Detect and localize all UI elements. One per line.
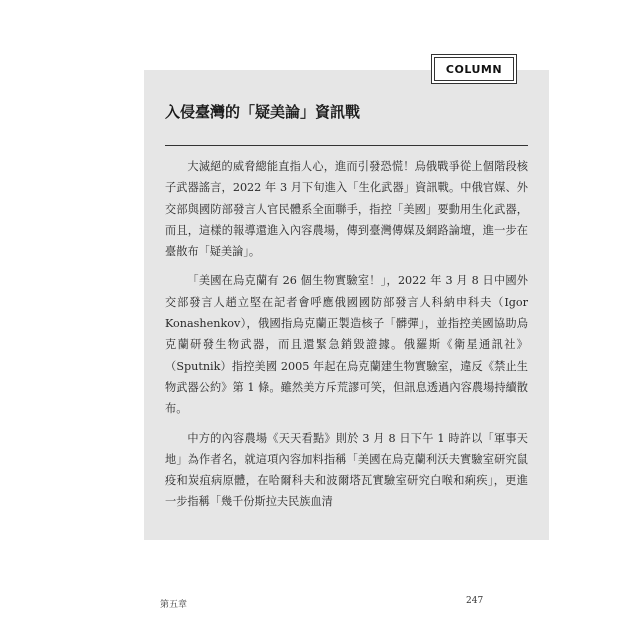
article-title: 入侵臺灣的「疑美論」資訊戰 bbox=[165, 103, 361, 121]
chapter-label: 第五章 bbox=[160, 600, 188, 610]
paragraph-2: 「美國在烏克蘭有 26 個生物實驗室！」，2022 年 3 月 8 日中國外交部發言人趙立堅在記者會呼應俄國國防部發言人科納申科夫（Igor Konashenkov），俄國指烏克蘭正製造核子「髒彈」，並指控美國協助烏克蘭研發生物武器，而且還緊急銷毀證據。俄羅斯《衛星通訊社》（Sputnik）指控美國 2005 年起在烏克蘭建生物實驗室，違反《禁止生物武器公約》第 1 條。雖然美方斥荒謬可笑，但訊息透過內容農場持續散布。 bbox=[165, 274, 528, 416]
article-body bbox=[165, 156, 528, 521]
page-number: 247 bbox=[466, 596, 484, 606]
column-badge-label: COLUMN bbox=[434, 57, 514, 81]
title-divider bbox=[165, 145, 528, 146]
column-badge bbox=[431, 54, 517, 84]
paragraph-1: 大滅絕的威脅總能直指人心，進而引發恐慌！烏俄戰爭從上個階段核子武器謠言，2022 年 3 月下旬進入「生化武器」資訊戰。中俄官媒、外交部與國防部發言人官民體系全面聯手，指控「美國」要動用生化武器，而且，這樣的報導還進入內容農場，傳到臺灣傳媒及網路論壇，進一步在臺散布「疑美論」。 bbox=[165, 160, 528, 259]
paragraph-3: 中方的內容農場《天天看點》則於 3 月 8 日下午 1 時許以「軍事天地」為作者名，就這項內容加料指稱「美國在烏克蘭利沃夫實驗室研究鼠疫和炭疽病原體，在哈爾科夫和波爾塔瓦實驗室研究白喉和痢疾」，更進一步指稱「幾千份斯拉夫民族血清 bbox=[165, 431, 528, 509]
